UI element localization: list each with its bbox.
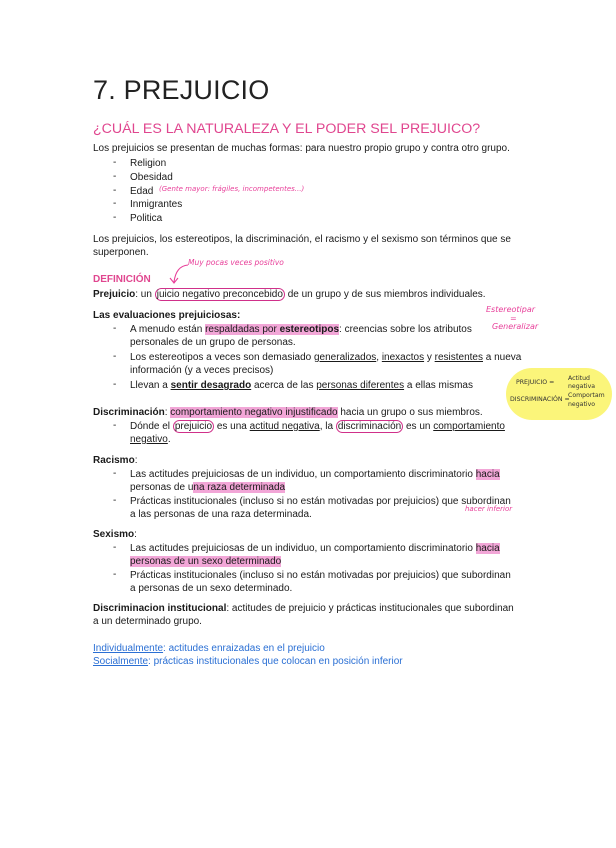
text-span: Los estereotipos a veces son demasiado	[130, 352, 314, 363]
term-label: Prejuicio	[93, 289, 136, 300]
handwritten-note: (Gente mayor: frágiles, incompetentes...)	[159, 185, 305, 193]
handwritten-note: =	[510, 314, 517, 323]
note-text: Comportam	[568, 392, 605, 399]
text-span: ,	[376, 352, 382, 363]
text-span: personas de u	[130, 482, 194, 493]
term-label: Discriminación	[93, 407, 165, 418]
text-span: es una	[214, 421, 250, 432]
intro-text: Los prejuicios se presentan de muchas formas: para nuestro propio grupo y contra otro grupo.	[93, 143, 510, 154]
term-label: Racismo	[93, 455, 135, 466]
note-text: Actitud	[568, 375, 590, 382]
bullet-text	[130, 555, 281, 568]
highlight: na raza determinada	[193, 482, 286, 493]
text-span: Dónde el	[130, 421, 173, 432]
discriminacion-definition	[93, 406, 483, 419]
circled-phrase: discriminación	[337, 421, 402, 432]
bullet-text	[130, 542, 500, 555]
underlined-word: actitud negativa	[249, 421, 320, 432]
list-item: Obesidad	[130, 172, 173, 183]
text-span: :	[134, 529, 137, 540]
text-span: : creencias sobre los atributos	[339, 324, 472, 335]
underlined-word: resistentes	[434, 352, 483, 363]
bullet-dash: -	[113, 351, 117, 362]
text-span: acerca de las	[251, 380, 317, 391]
bullet-dash: -	[113, 495, 117, 506]
definition-heading: DEFINICIÓN	[93, 274, 151, 285]
bullet-dash: -	[113, 157, 117, 168]
text-span: : prácticas institucionales que colocan en posición inferior	[148, 656, 403, 667]
text-span: A menudo están	[130, 324, 206, 335]
underlined-word: personas diferentes	[316, 380, 405, 391]
handwritten-note: hacer inferior	[465, 505, 513, 513]
bullet-text	[130, 323, 472, 336]
section-heading: ¿CUÁL ES LA NATURALEZA Y EL PODER SEL PREJUICO?	[93, 121, 481, 137]
bullet-text	[130, 481, 285, 494]
bullet-text: a las personas de una raza determinada.	[130, 509, 312, 520]
paragraph-line: Los prejuicios, los estereotipos, la discriminación, el racismo y el sexismo son términos que se	[93, 234, 511, 245]
text-span: Llevan a	[130, 380, 171, 391]
bullet-dash: -	[113, 212, 117, 223]
list-item: Inmigrantes	[130, 199, 183, 210]
bullet-text	[130, 379, 473, 392]
page-title: 7. PREJUICIO	[93, 75, 270, 105]
underlined-word: inexactos	[381, 352, 425, 363]
paragraph-line: superponen.	[93, 247, 149, 258]
text-span: : actitudes enraizadas en el prejuicio	[163, 643, 325, 654]
highlight: hacia	[475, 469, 500, 480]
arrow-icon	[168, 262, 190, 286]
underlined-word: sentir desagrado	[170, 380, 252, 391]
socialmente-line	[93, 655, 403, 668]
text-span: Las actitudes prejuiciosas de un individuo, un comportamiento discriminatorio	[130, 469, 476, 480]
individualmente-line	[93, 642, 325, 655]
bullet-text: información (y a veces precisos)	[130, 365, 274, 376]
highlight-bold: estereotipos	[279, 324, 340, 335]
bullet-dash: -	[113, 420, 117, 431]
handwritten-note: Estereotipar	[486, 305, 536, 314]
bullet-dash: -	[113, 569, 117, 580]
circled-phrase: juicio negativo preconcebido	[156, 289, 283, 300]
text-span: , la	[319, 421, 336, 432]
bullet-dash: -	[113, 468, 117, 479]
list-item: Religion	[130, 158, 167, 169]
bullet-text: personales de un grupo de personas.	[130, 337, 296, 348]
note-text: negativa	[568, 383, 596, 390]
underlined-word: negativo	[130, 434, 168, 445]
text-span: Las actitudes prejuiciosas de un individuo, un comportamiento discriminatorio	[130, 543, 476, 554]
institucional-definition	[93, 602, 514, 615]
bullet-text	[130, 420, 505, 433]
bullet-dash: -	[113, 542, 117, 553]
yellow-note	[506, 368, 612, 420]
handwritten-note: Generalizar	[492, 322, 539, 331]
sexismo-heading	[93, 528, 137, 541]
socialmente-link[interactable]: Socialmente	[93, 656, 149, 667]
bullet-dash: -	[113, 323, 117, 334]
bullet-text	[130, 433, 171, 446]
note-text: DISCRIMINACIÓN =	[510, 396, 570, 403]
text-span: .	[167, 434, 171, 445]
bullet-text: Prácticas institucionales (incluso si no están motivadas por prejuicios) que subordinan	[130, 496, 511, 507]
racismo-heading	[93, 454, 137, 467]
note-text: PREJUICIO =	[516, 379, 555, 386]
text-span: :	[134, 455, 138, 466]
bullet-dash: -	[113, 198, 117, 209]
evaluaciones-heading: Las evaluaciones prejuiciosas:	[93, 310, 241, 321]
bullet-text	[130, 351, 521, 364]
individualmente-link[interactable]: Individualmente	[93, 643, 164, 654]
bullet-text: a personas de un sexo determinado.	[130, 583, 293, 594]
bullet-dash: -	[113, 171, 117, 182]
text-span: a ellas mismas	[404, 380, 473, 391]
text-span: : actitudes de prejuicio y prácticas institucionales que subordinan	[226, 603, 514, 614]
list-item: Politica	[130, 213, 163, 224]
bullet-text: Prácticas institucionales (incluso si no están motivadas por prejuicios) que subordinan	[130, 570, 511, 581]
circled-phrase: prejuicio	[174, 421, 213, 432]
text-span: y	[424, 352, 435, 363]
text-span: a nueva	[483, 352, 522, 363]
list-item: Edad	[130, 186, 154, 197]
bullet-dash: -	[113, 185, 117, 196]
highlight: personas de un sexo determinado	[130, 556, 282, 567]
underlined-word: comportamiento	[433, 421, 505, 432]
highlight: comportamiento negativo injustificado	[170, 407, 338, 418]
highlight: respaldadas por	[205, 324, 280, 335]
prejuicio-definition	[93, 288, 486, 301]
text-span: : un	[135, 289, 155, 300]
handwritten-note: Muy pocas veces positivo	[188, 258, 284, 267]
underlined-word: generalizados	[314, 352, 377, 363]
text-span: de un grupo y de sus miembros individuales.	[284, 289, 486, 300]
text-span: hacia un grupo o sus miembros.	[337, 407, 483, 418]
note-text: negativo	[568, 401, 596, 408]
term-label: Sexismo	[93, 529, 135, 540]
highlight: hacia	[475, 543, 500, 554]
bullet-text	[130, 468, 500, 481]
paragraph-line: a un determinado grupo.	[93, 616, 202, 627]
text-span: :	[164, 407, 171, 418]
bullet-dash: -	[113, 379, 117, 390]
text-span: es un	[403, 421, 434, 432]
term-label: Discriminacion institucional	[93, 603, 227, 614]
